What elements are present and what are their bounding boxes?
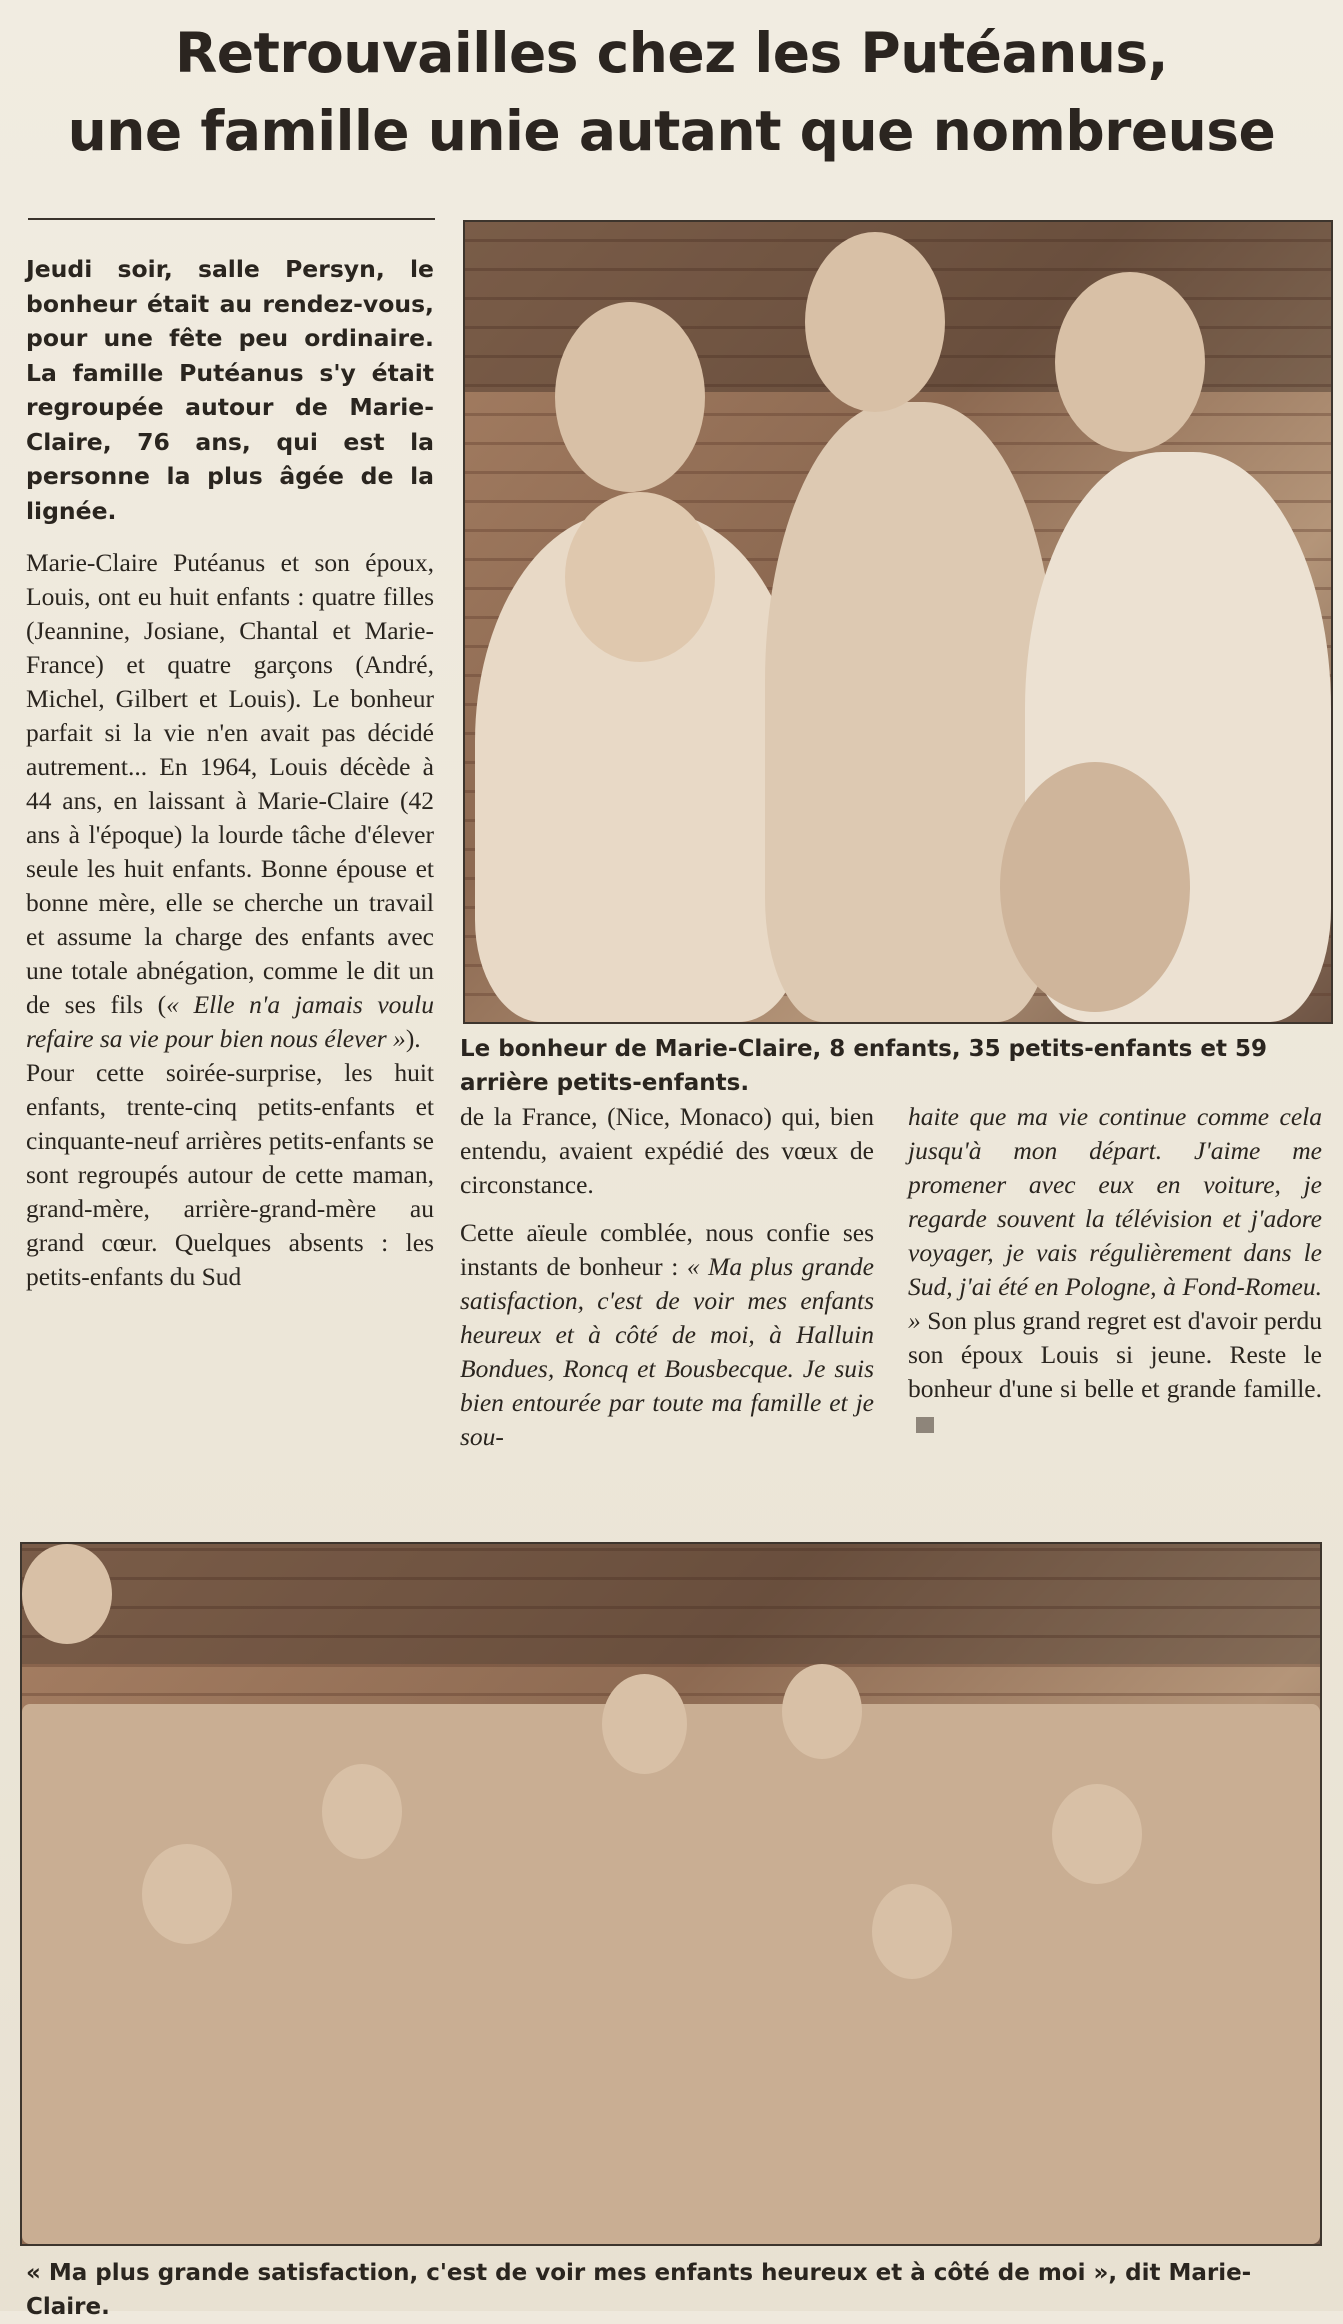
photo-group-head [142,1844,232,1944]
article-lede: Jeudi soir, salle Persyn, le bonheur était au rendez-vous, pour une fête peu ordinaire. La famille Putéanus s'y était regroupée autour de Marie-Claire, 76 ans, qui est la personne la plus âgée de la lignée. [26,255,434,525]
photo-group-head [1052,1784,1142,1884]
end-of-article-icon [916,1417,934,1433]
photo-group-head [782,1664,862,1759]
column-1 [26,252,434,1294]
column-rule [28,218,435,220]
col2-p2-text: Cette aïeule comblée, nous confie ses instants de bonheur : [460,1218,874,1281]
column-3 [908,1100,1322,1440]
photo-man-head [805,232,945,412]
photo-caption-bottom: « Ma plus grande satisfaction, c'est de voir mes enfants heureux et à côté de moi », dit Marie-Claire. [26,2260,1252,2320]
photo-group-crowd [22,1704,1320,2244]
photo-caption-top: Le bonheur de Marie-Claire, 8 enfants, 35 petits-enfants et 59 arrière petits-enfants. [460,1036,1267,1096]
col2-paragraph-1: de la France, (Nice, Monaco) qui, bien entendu, avaient expédié des vœux de circonstance. [460,1102,874,1199]
col1-p1-quote: « Elle n'a jamais voulu refaire sa vie pour bien nous élever » [26,990,434,1053]
article-headline [30,14,1313,170]
photo-group-head [22,1544,112,1644]
col1-paragraph-1 [26,546,434,1056]
photo-woman-head [555,302,705,492]
photo-baby [565,492,715,662]
photo-family-group [20,1542,1322,2246]
col1-paragraph-2: Pour cette soirée-surprise, les huit enfants, trente-cinq petits-enfants et cinquante-neuf arrières petits-enfants se sont regroupés autour de cette maman, grand-mère, arrière-grand-mère au grand cœur. Quelques absents : les petits-enfants du Sud [26,1058,434,1291]
col1-p1-end: ). [405,1024,421,1053]
headline-line-2: une famille unie autant que nombreuse [67,99,1276,163]
photo-group-head [872,1884,952,1979]
col2-paragraph-2 [460,1216,874,1454]
photo-group-wall [22,1544,1320,1664]
photo-older-man-head [1055,272,1205,452]
photo-group-head [322,1764,402,1859]
photo-group-head [602,1674,687,1774]
headline-line-1: Retrouvailles chez les Putéanus, [174,21,1169,85]
col3-p1-text: Son plus grand regret est d'avoir perdu son époux Louis si jeune. Reste le bonheur d'une si belle et grande famille. [908,1306,1322,1403]
col1-p1-text: Marie-Claire Putéanus et son époux, Louis, ont eu huit enfants : quatre filles (Jeannine, Josiane, Chantal et Marie-France) et quatre garçons (André, Michel, Gilbert et Louis). Le bonheur parfait si la vie n'en avait pas décidé autrement... En 1964, Louis décède à 44 ans, en laissant à Marie-Claire (42 ans à l'époque) la lourde tâche d'élever seule les huit enfants. Bonne épouse et bonne mère, elle se cherche un travail et assume la charge des enfants avec une totale abnégation, comme le dit un de ses fils ( [26,548,434,1019]
photo-grandmother [1000,762,1190,1012]
col3-paragraph-1 [908,1100,1322,1440]
col2-p2-quote: « Ma plus grande satisfaction, c'est de voir mes enfants heureux et à côté de moi, à Halluin Bondues, Roncq et Bousbecque. Je suis bien entourée par toute ma famille et je sou- [460,1252,874,1451]
photo-family-portrait [463,220,1333,1024]
column-2 [460,1100,874,1454]
col3-p1-quote: haite que ma vie continue comme cela jusqu'à mon départ. J'aime me promener avec eux en voiture, je regarde souvent la télévision et j'adore voyager, je vais régulièrement dans le Sud, j'ai été en Pologne, à Fond-Romeu. » [908,1102,1322,1335]
